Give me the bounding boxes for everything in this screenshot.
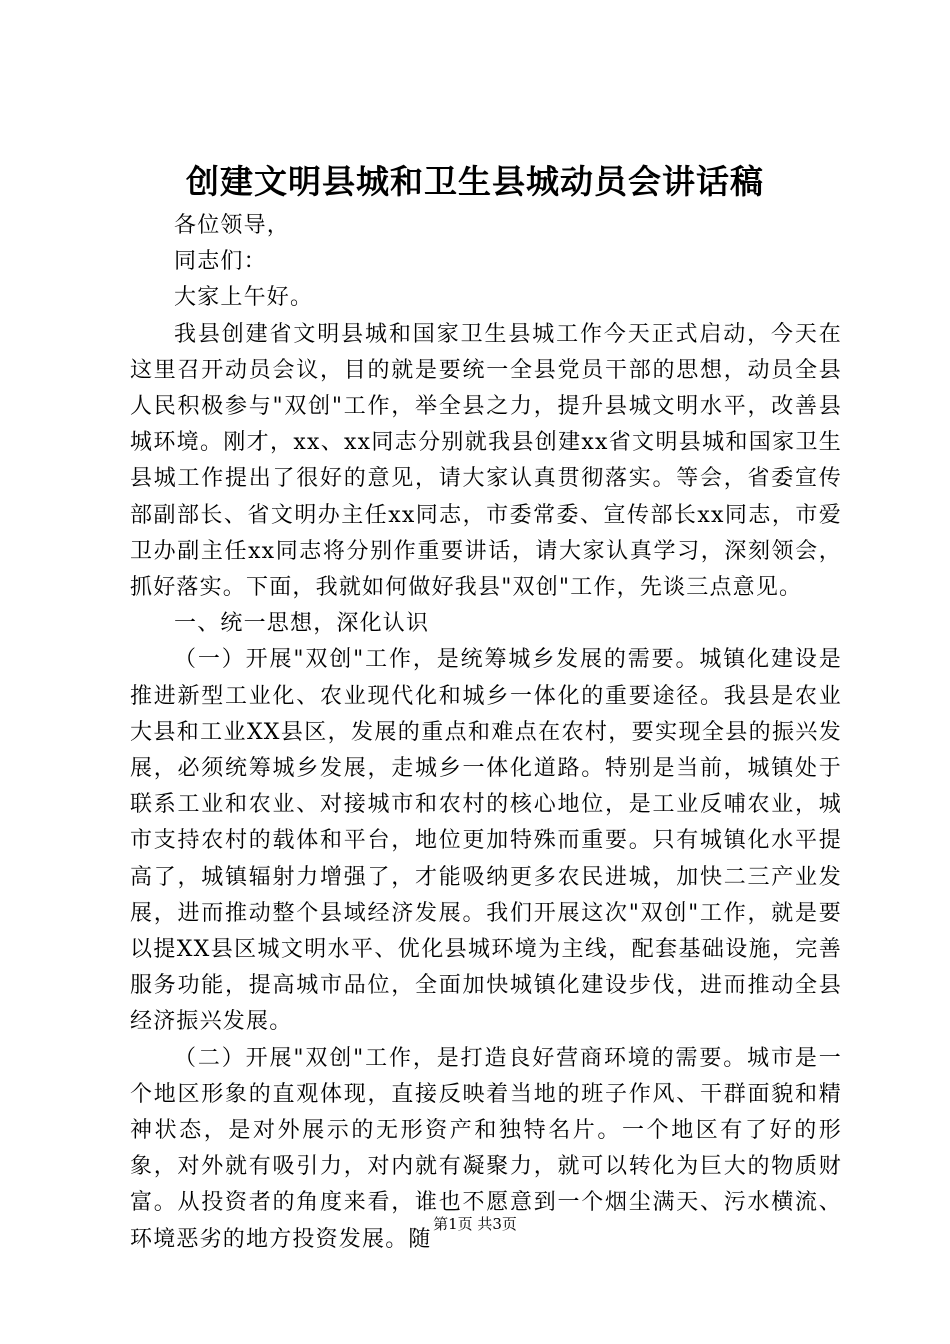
salutation-leaders: 各位领导， xyxy=(174,213,291,238)
paragraph-subsection-2: （二）开展"双创"工作，是打造良好营商环境的需要。城市是一个地区形象的直观体现，直接反映着当地的班子作风、干群面貌和精神状态，是对外展示的无形资产和独特名片。一个地区有了好的形象，对外就有吸引力，对内就有凝聚力，就可以转化为巨大的物质财富。从投资者的角度来看，谁也不愿意到一个烟尘满天、污水横流、环境恶劣的地方投资发展。随 xyxy=(130,1045,842,1252)
greeting: 大家上午好。 xyxy=(174,285,314,311)
salutation-comrades: 同志们： xyxy=(174,249,267,275)
paragraph-subsection-1: （一）开展"双创"工作，是统筹城乡发展的需要。城镇化建设是推进新型工业化、农业现代化和城乡一体化的重要途径。我县是农业大县和工业XX县区，发展的重点和难点在农村，要实现全县的振兴发展，必须统筹城乡发展，走城乡一体化道路。特别是当前，城镇处于联系工业和农业、对接城市和农村的核心地位，是工业反哺农业，城市支持农村的载体和平台，地位更加特殊而重要。只有城镇化水平提高了，城镇辐射力增强了，才能吸纳更多农民进城，加快二三产业发展，进而推动整个县域经济发展。我们开展这次"双创"工作，就是要以提XX县区城文明水平、优化县城环境为主线，配套基础设施，完善服务功能，提高城市品位，全面加快城镇化建设步伐，进而推动全县经济振兴发展。 xyxy=(130,647,842,1035)
document-title: 创建文明县城和卫生县城动员会讲话稿 xyxy=(186,162,764,201)
section-heading-1: 一、统一思想，深化认识 xyxy=(174,611,430,637)
paragraph-intro: 我县创建省文明县城和国家卫生县城工作今天正式启动，今天在这里召开动员会议，目的就是要统一全县党员干部的思想，动员全县人民积极参与"双创"工作，举全县之力，提升县城文明水平，改善县城环境。刚才，xx、xx同志分别就我县创建xx省文明县城和国家卫生县城工作提出了很好的意见，请大家认真贯彻落实。等会，省委宣传部副部长、省文明办主任xx同志，市委常委、宣传部长xx同志，市爱卫办副主任xx同志将分别作重要讲话，请大家认真学习，深刻领会，抓好落实。下面，我就如何做好我县"双创"工作，先谈三点意见。 xyxy=(130,321,842,601)
document-body xyxy=(130,208,842,1258)
page-footer: 第1页 共3页 xyxy=(433,1215,517,1233)
